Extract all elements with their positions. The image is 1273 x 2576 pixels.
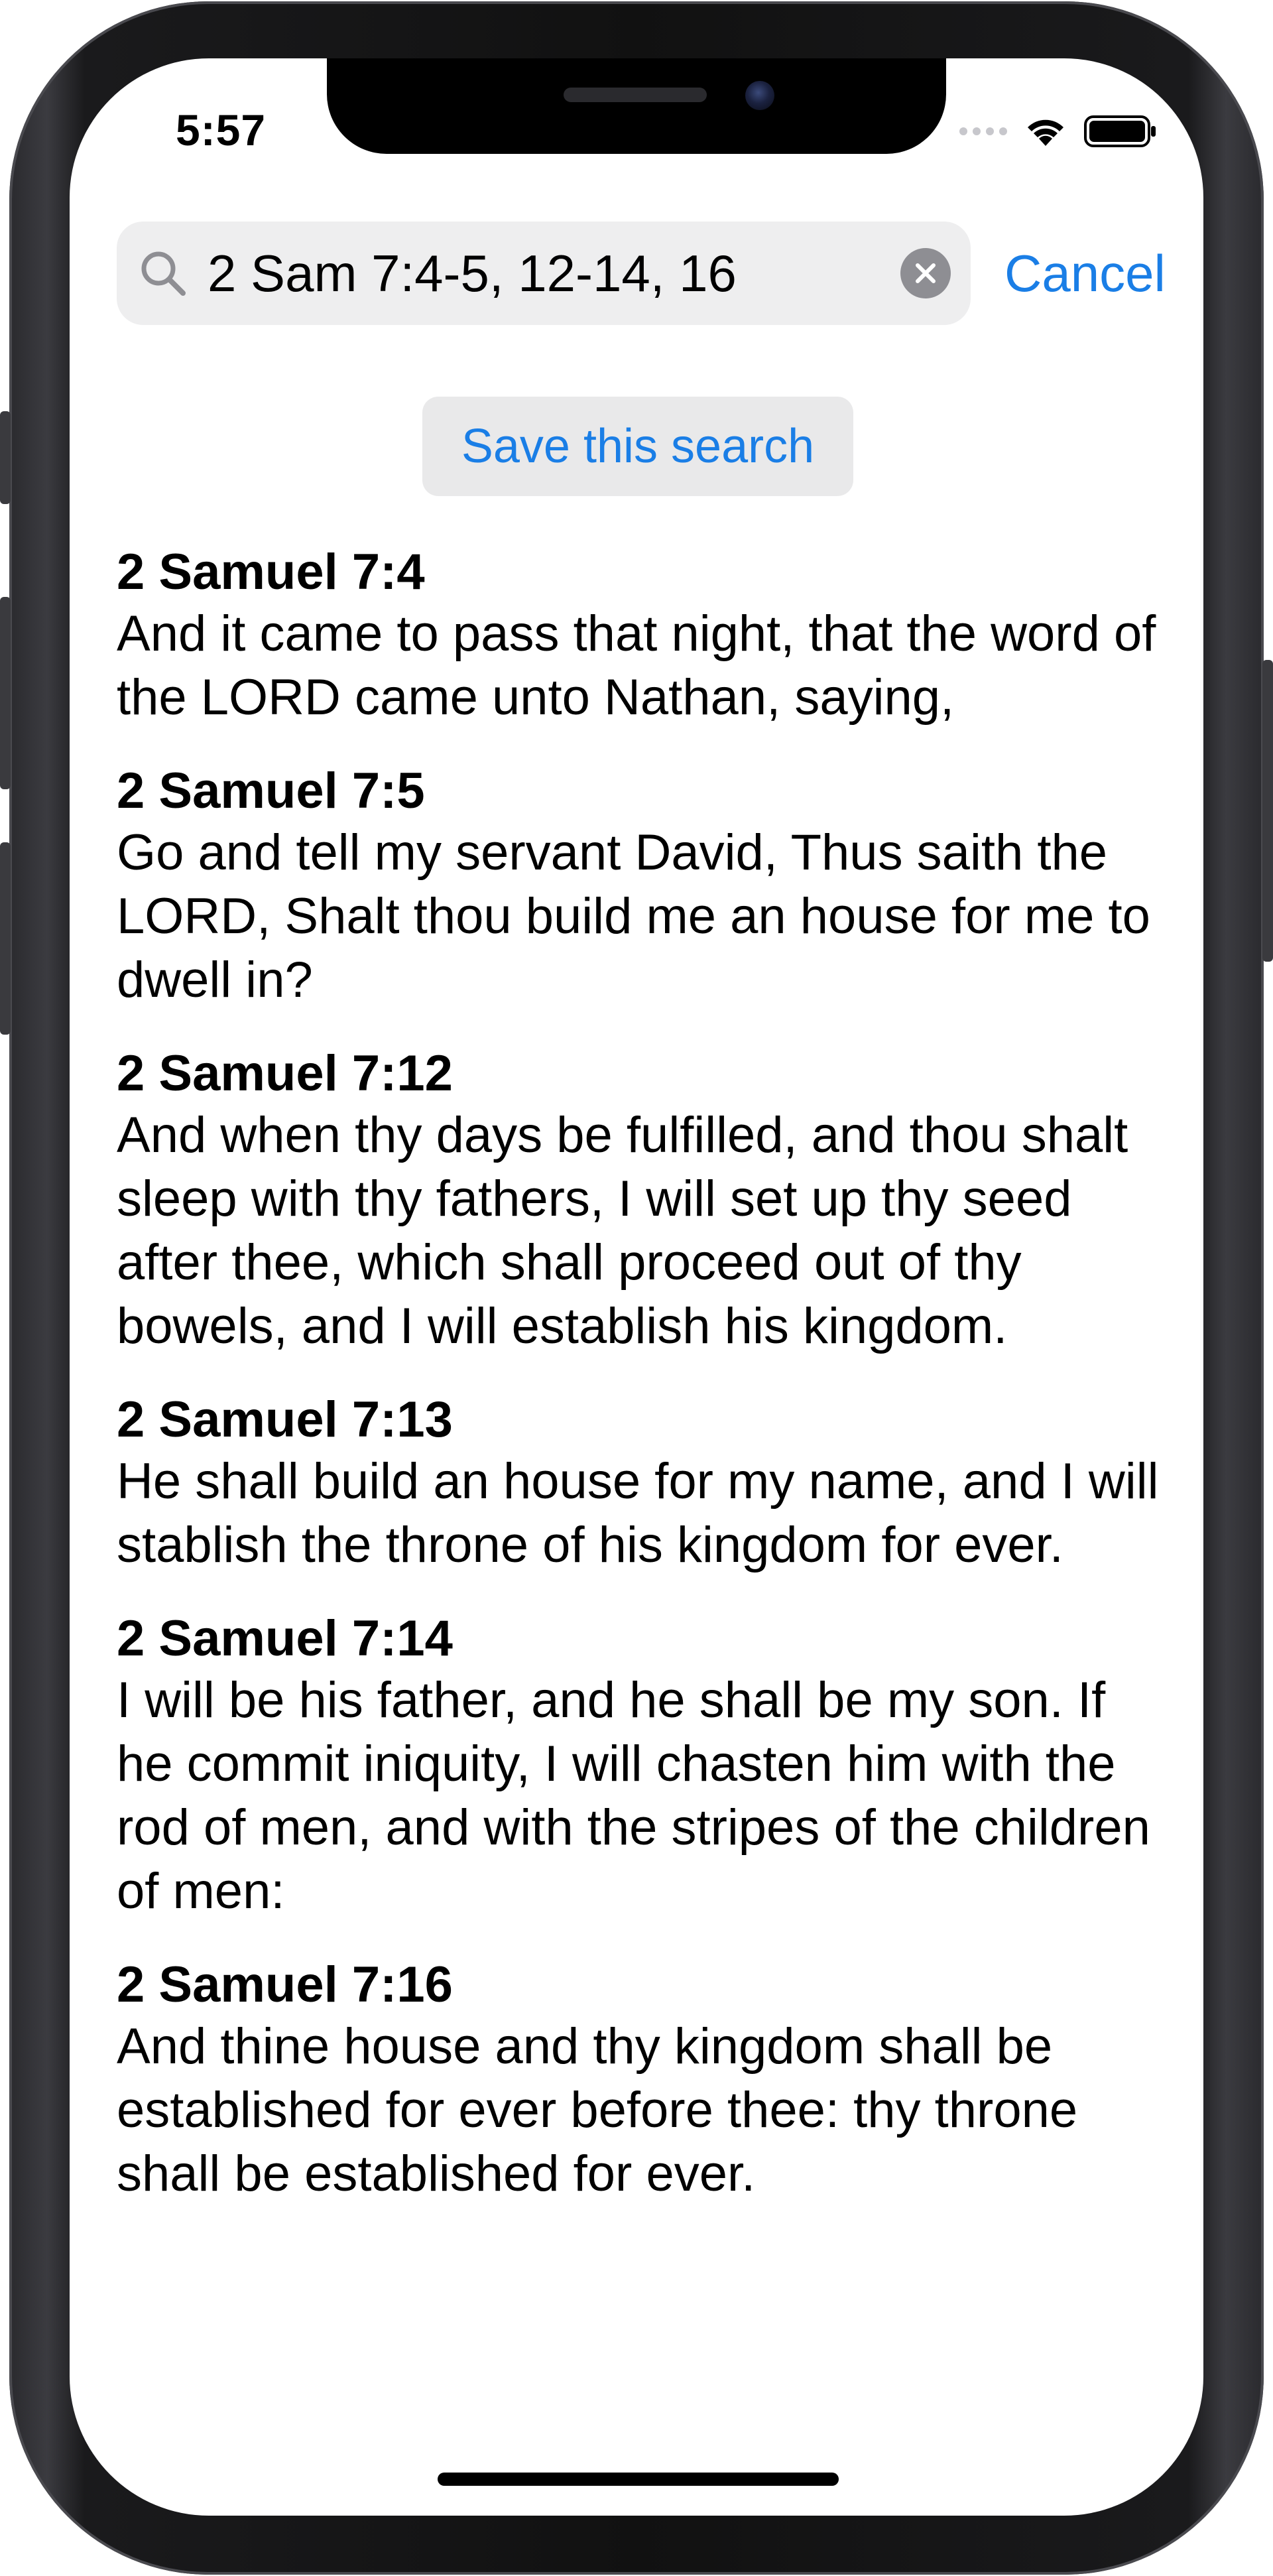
wifi-icon xyxy=(1024,115,1067,147)
verse-item[interactable] xyxy=(117,1390,1164,1577)
search-icon xyxy=(137,247,190,300)
verse-item[interactable] xyxy=(117,1609,1164,1923)
clear-search-button[interactable] xyxy=(900,248,951,298)
cancel-button[interactable]: Cancel xyxy=(1004,244,1166,302)
verse-reference: 2 Samuel 7:5 xyxy=(117,763,425,819)
notch xyxy=(327,58,946,154)
volume-down-button xyxy=(0,842,11,1035)
status-time: 5:57 xyxy=(176,105,267,155)
home-indicator[interactable] xyxy=(438,2473,839,2486)
search-input[interactable]: 2 Sam 7:4-5, 12-14, 16 xyxy=(208,244,737,302)
verse-item[interactable] xyxy=(117,1955,1164,2206)
silent-switch xyxy=(0,411,11,504)
verse-item[interactable] xyxy=(117,761,1164,1012)
verse-list xyxy=(117,543,1164,2238)
verse-text: He shall build an house for my name, and I will stablish the throne of his kingdom for ever. xyxy=(117,1453,1159,1573)
cellular-signal-icon xyxy=(959,127,1007,135)
verse-text: I will be his father, and he shall be my son. If he commit iniquity, I will chasten him with the rod of men, and with the stripes of the children of men: xyxy=(117,1672,1150,1919)
power-button xyxy=(1262,660,1273,962)
verse-reference: 2 Samuel 7:16 xyxy=(117,1957,453,2013)
close-icon xyxy=(914,261,938,285)
verse-text: And it came to pass that night, that the word of the LORD came unto Nathan, saying, xyxy=(117,606,1156,726)
search-bar[interactable] xyxy=(117,222,971,325)
screen xyxy=(70,58,1203,2516)
battery-icon xyxy=(1084,114,1157,149)
verse-text: And when thy days be fulfilled, and thou shalt sleep with thy fathers, I will set up thy seed after thee, which shall proceed out of thy bowels, and I will establish his kingdom. xyxy=(117,1107,1128,1354)
verse-item[interactable] xyxy=(117,1044,1164,1358)
save-search-button[interactable]: Save this search xyxy=(422,397,853,496)
verse-reference: 2 Samuel 7:13 xyxy=(117,1391,453,1448)
volume-up-button xyxy=(0,597,11,789)
verse-text: And thine house and thy kingdom shall be established for ever before thee: thy throne shall be established for ever. xyxy=(117,2018,1078,2202)
front-camera xyxy=(745,81,774,110)
verse-item[interactable] xyxy=(117,543,1164,730)
verse-text: Go and tell my servant David, Thus saith the LORD, Shalt thou build me an house for me to dwell in? xyxy=(117,824,1150,1008)
verse-reference: 2 Samuel 7:14 xyxy=(117,1610,453,1667)
status-icons xyxy=(959,114,1157,149)
speaker-grille xyxy=(564,88,707,102)
verse-reference: 2 Samuel 7:4 xyxy=(117,544,425,600)
verse-reference: 2 Samuel 7:12 xyxy=(117,1045,453,1102)
